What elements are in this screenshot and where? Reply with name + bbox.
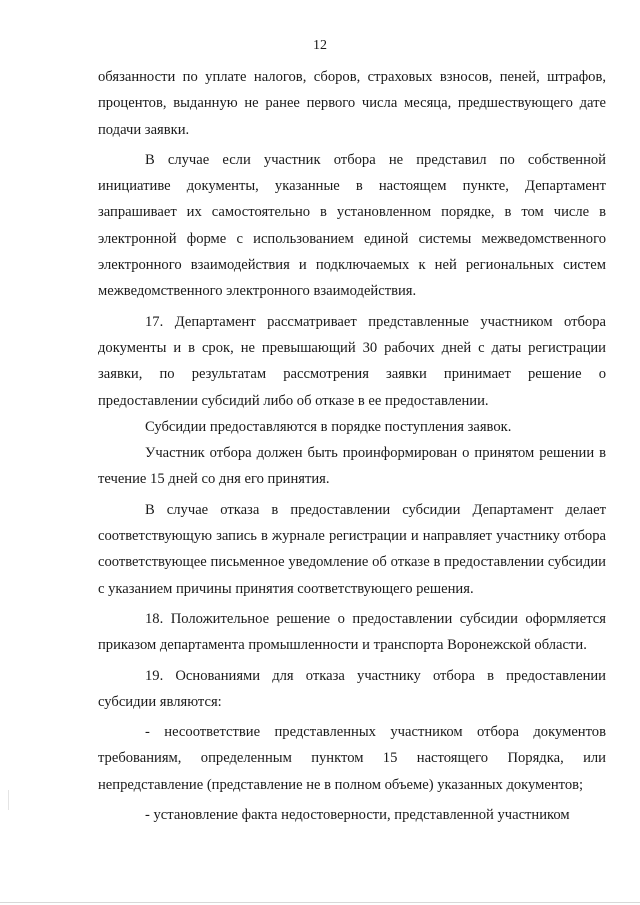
paragraph-refusal-record: В случае отказа в предоставлении субсидии Департамент делает соответствующую запись в журнале регистрации и направляет участнику отбора соответствующее письменное уведомление об отказе в предоставлении субсидии с указанием причины принятия соответствующего решения. [98,501,606,597]
paragraph-19-grounds: 19. Основаниями для отказа участнику отбора в предоставлении субсидии являются: [98,667,606,710]
paragraph-department-request: В случае если участник отбора не представил по собственной инициативе документы, указанные в настоящем пункте, Департамент запрашивает их самостоятельно в установленном порядке, в том числе в электронной форме с использованием единой системы межведомственного электронного взаимодействия и подключаемых к ней региональных систем межведомственного электронного взаимодействия. [98,151,606,300]
document-body [98,64,606,828]
list-item-noncompliance: - несоответствие представленных участником отбора документов требованиям, определенным пунктом 15 настоящего Порядка, или непредставление (представление не в полном объеме) указанных документов; [98,724,606,793]
paragraph-order-of-applications: Субсидии предоставляются в порядке поступления заявок. [145,418,512,435]
page-number: 12 [313,38,327,53]
paragraph-17-review: 17. Департамент рассматривает представленные участником отбора документы и в срок, не превышающий 30 рабочих дней с даты регистрации заявки, по результатам рассмотрения заявки принимает решение о предоставлении субсидий либо об отказе в ее предоставлении. [98,313,606,409]
scan-margin-mark [8,790,9,810]
paragraph-tax-obligation: обязанности по уплате налогов, сборов, страховых взносов, пеней, штрафов, процентов, выданную не ранее первого числа месяца, предшествующего дате подачи заявки. [98,69,606,138]
paragraph-18-positive-decision: 18. Положительное решение о предоставлении субсидии оформляется приказом департамента промышленности и транспорта Воронежской области. [98,610,606,654]
list-item-unreliability: - установление факта недостоверности, представленной участником [145,807,570,824]
paragraph-notification: Участник отбора должен быть проинформирован о принятом решении в течение 15 дней со дня его принятия. [98,445,606,488]
scan-bottom-edge [0,902,640,903]
